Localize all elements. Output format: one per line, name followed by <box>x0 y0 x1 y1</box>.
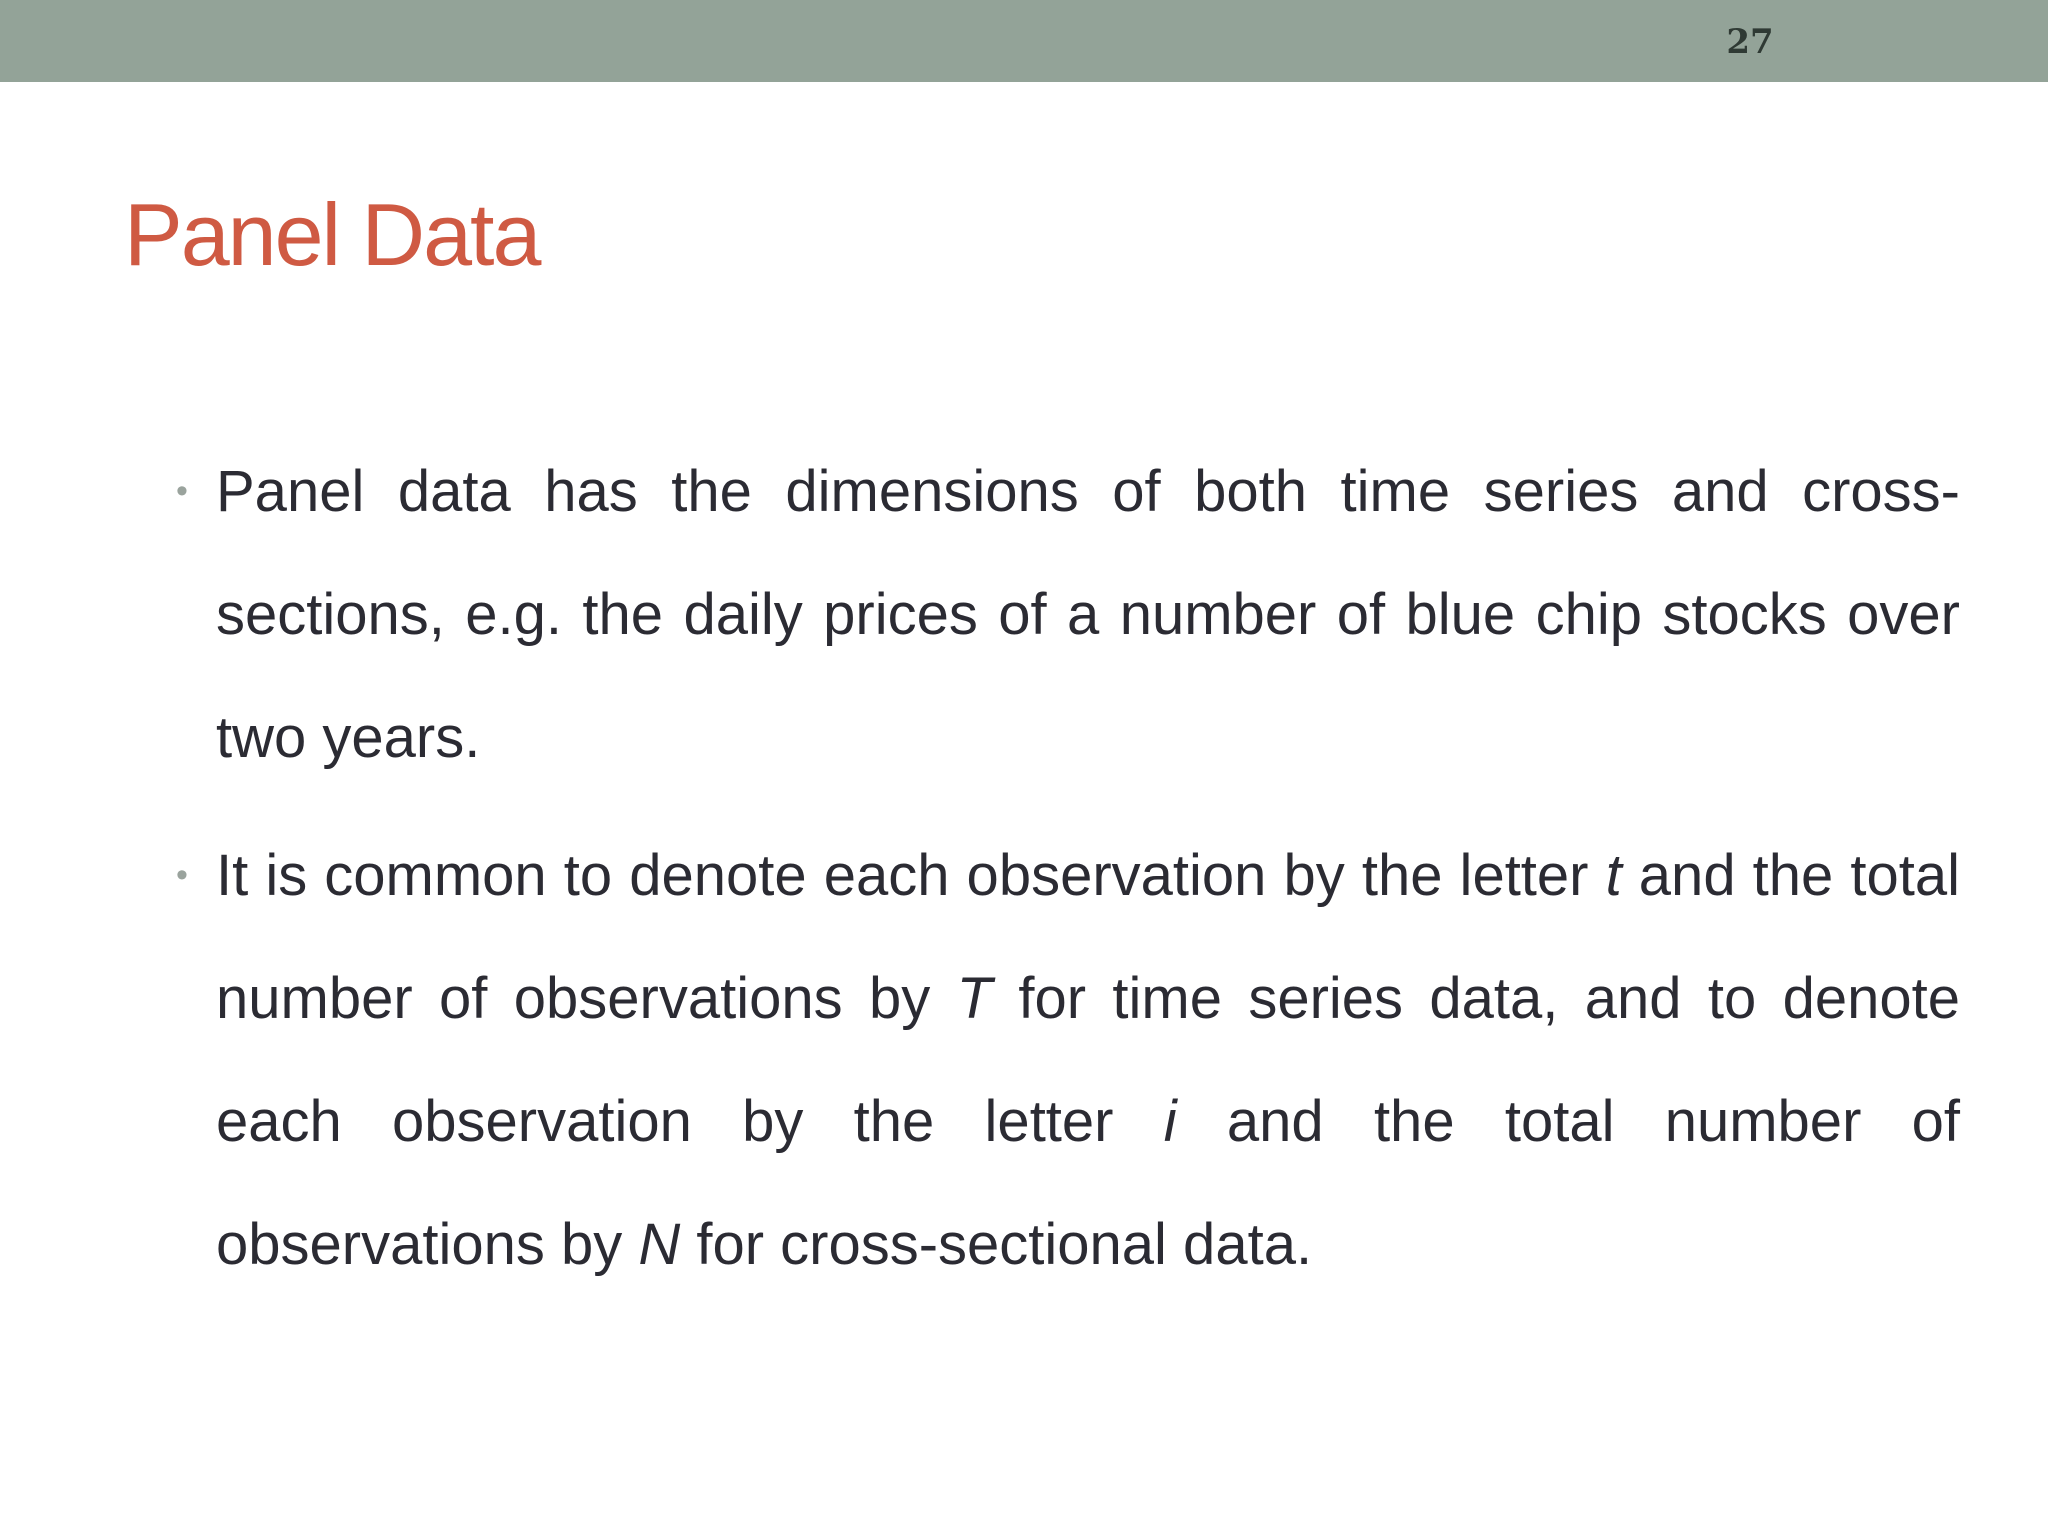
text-segment: for time series data, and to denote each observation by the letter <box>216 966 1960 1154</box>
bullet-dot-icon: • <box>176 472 188 510</box>
bullet-dot-icon: • <box>176 856 188 894</box>
math-variable: t <box>1605 843 1622 908</box>
bullet-text <box>216 843 1960 1277</box>
top-band <box>0 0 2048 82</box>
math-variable: T <box>956 966 992 1031</box>
text-segment: and the total number of observations by <box>216 843 1960 1031</box>
math-variable: i <box>1163 1089 1177 1154</box>
text-segment: Panel data has the dimensions of both time series and cross-sections, e.g. the daily prices of a number of blue chip stocks over two years. <box>216 459 1960 770</box>
bullet-list <box>170 430 1960 1321</box>
text-segment: for cross-sectional data. <box>680 1212 1313 1277</box>
bullet-item <box>170 430 1960 799</box>
bullet-text <box>216 459 1960 770</box>
slide-number: 27 <box>1726 22 1774 62</box>
math-variable: N <box>638 1212 681 1277</box>
text-segment: It is common to denote each observation by the letter <box>216 843 1606 908</box>
bullet-item <box>170 814 1960 1306</box>
slide-title: Panel Data <box>124 185 540 284</box>
text-segment: and the total number of observations by <box>216 1089 1961 1277</box>
